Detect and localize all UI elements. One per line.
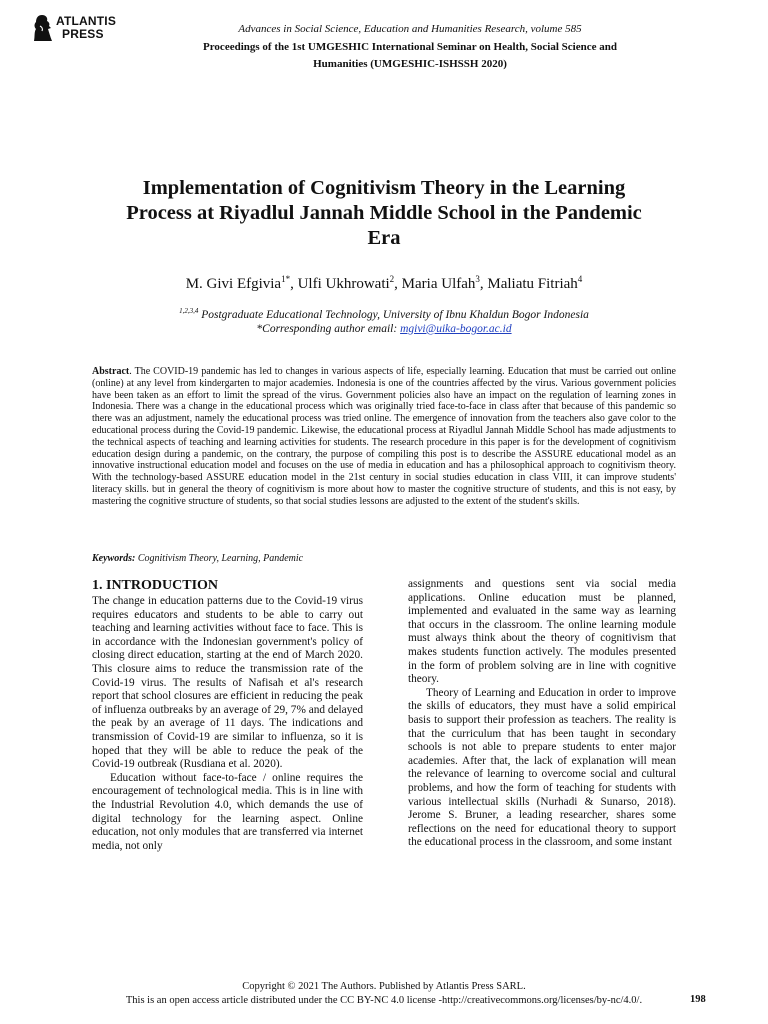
affiliation-line <box>60 304 708 322</box>
affiliation-marks: 1,2,3,4 <box>179 307 199 315</box>
author-affiliation-mark: 1* <box>281 274 291 284</box>
author-name: Ulfi Ukhrowati <box>297 276 390 292</box>
keywords-text: Cognitivism Theory, Learning, Pandemic <box>135 553 304 564</box>
abstract <box>92 366 676 508</box>
proceedings-line-1: Proceedings of the 1st UMGESHIC International Seminar on Health, Social Science and <box>203 41 617 53</box>
keywords <box>92 553 676 565</box>
author-name: M. Givi Efgivia <box>185 276 282 292</box>
paragraph: assignments and questions sent via social media applications. Online education must be planned, implemented and evaluated in the same way as learning that occurs in the classroom. The online learning module must always think about the theory of cognitivism that makes students function actively. The modules presented in the form of problem solving are in line with cognitive theory. <box>408 578 676 686</box>
logo-line-2: PRESS <box>62 27 104 41</box>
proceedings-line-2: Humanities (UMGESHIC-ISHSSH 2020) <box>313 58 507 70</box>
title-line-1: Implementation of Cognitivism Theory in the Learning <box>142 177 626 199</box>
author-affiliation-mark: 4 <box>577 274 583 284</box>
author-separator: , <box>479 276 488 292</box>
proceedings-header <box>110 40 710 71</box>
section-heading: 1. INTRODUCTION <box>92 578 219 593</box>
thinker-silhouette-icon <box>31 14 53 42</box>
affiliation-block <box>60 304 708 336</box>
author-separator: , <box>290 276 298 292</box>
corresponding-author <box>60 322 708 336</box>
left-column <box>92 578 363 853</box>
footer-copyright: Copyright © 2021 The Authors. Published by Atlantis Press SARL. <box>242 981 526 992</box>
title-line-3: Era <box>367 227 401 249</box>
footer-license: This is an open access article distributed under the CC BY-NC 4.0 license -http://creativecommons.org/licenses/by-nc/4.0/. <box>125 995 643 1006</box>
author-name: Maliatu Fitriah <box>487 276 578 292</box>
abstract-label: Abstract <box>92 366 130 377</box>
paragraph: Theory of Learning and Education in order to improve the skills of educators, they must have a solid empirical basis to support their profession as teachers. The reality is that the curriculum that has been taught in secondary schools is not able to prepare students to enter major academies. After that, the lack of explanation will mean the relevance of learning to overcome social and cultural problems, and how the form of teaching for students with various intellectual skills (Nurhadi & Sunarso, 2018). Jerome S. Bruner, a leading researcher, shares some reflections on the need for educational theory to support the educational process in the classroom, and some instant <box>408 686 676 849</box>
paragraph: Education without face-to-face / online requires the encouragement of technological media. This is in line with the Industrial Revolution 4.0, which demands the use of digital technology for the learning aspect. Online education, not only modules that are transferred via internet media, not only <box>92 771 363 852</box>
series-header: Advances in Social Science, Education and Humanities Research, volume 585 <box>238 23 582 35</box>
abstract-text: . The COVID-19 pandemic has led to changes in various aspects of life, especially learning. Education that must be carried out online (online) at any level from kindergarten to major academies. Indonesia is one of the countries affected by the virus. Various government policies have been taken as an effort to limit the spread of the virus. Government policies also have an impact on the regulation of learning zones in Indonesia. There was a change in the educational process which was originally tried face-to-face in class after that because of this pandemic so there was an adjustment, namely the educational process was tried online. The emergence of innovation from the teachers also gave color to the educational process during the Covid-19 pandemic. Likewise, the educational process at Riyadlul Jannah Middle School has made adjustments to the technical aspects of teaching and learning activities for students. The research procedure in this paper is for the development of cognitivism education design during a pandemic, on the contrary, the purpose of compiling this post is to describe the ASSURE educational model as an innovative instructional education model and focuses on the use of media in education and has a philosophical approach to cognitivism theory. With the technology-based ASSURE education model in the 21st century in social studies education in class VIII, it can improve students' literacy skills. but in general the theory of cognitivism is more about how to master the cognitive structure of students, and this is not easy, by mastering the cognitive structure of students, so that social studies lessons are adjusted to the extent of the student's skills. <box>92 366 676 507</box>
page-number: 198 <box>690 994 706 1005</box>
author-email-link[interactable]: mgivi@uika-bogor.ac.id <box>400 322 512 335</box>
author-list <box>60 270 708 293</box>
keywords-label: Keywords: <box>92 553 136 564</box>
author-name: Maria Ulfah <box>401 276 476 292</box>
affiliation-text: Postgraduate Educational Technology, University of Ibnu Khaldun Bogor Indonesia <box>198 308 589 321</box>
paragraph: The change in education patterns due to the Covid-19 virus requires educators and students to be able to carry out teaching and learning activities without face to face. This is in accordance with the Indonesian government's policy of closing direct education, starting at the end of March 2020. This closure aims to reduce the transmission rate of the Covid-19 virus. The results of Nafisah et al's research report that school closures are efficient in reducing the peak of influenza outbreaks by an average of 29, 7% and delayed the peak by an average of 11 days. The indications and transmission of Covid-19 are similar to influenza, so it is hoped that they will be able to reduce the peak of the Covid-19 outbreak (Rusdiana et al. 2020). <box>92 595 363 771</box>
author-separator: , <box>394 276 402 292</box>
author-affiliation-mark: 2 <box>389 274 395 284</box>
title-line-2: Process at Riyadlul Jannah Middle School in the Pandemic <box>126 202 642 224</box>
author-affiliation-mark: 3 <box>475 274 480 284</box>
publisher-logo <box>31 14 121 48</box>
right-column <box>408 578 676 850</box>
corresponding-label: *Corresponding author email: <box>256 322 401 335</box>
logo-line-1: ATLANTIS <box>56 14 117 28</box>
paper-title <box>60 176 708 251</box>
